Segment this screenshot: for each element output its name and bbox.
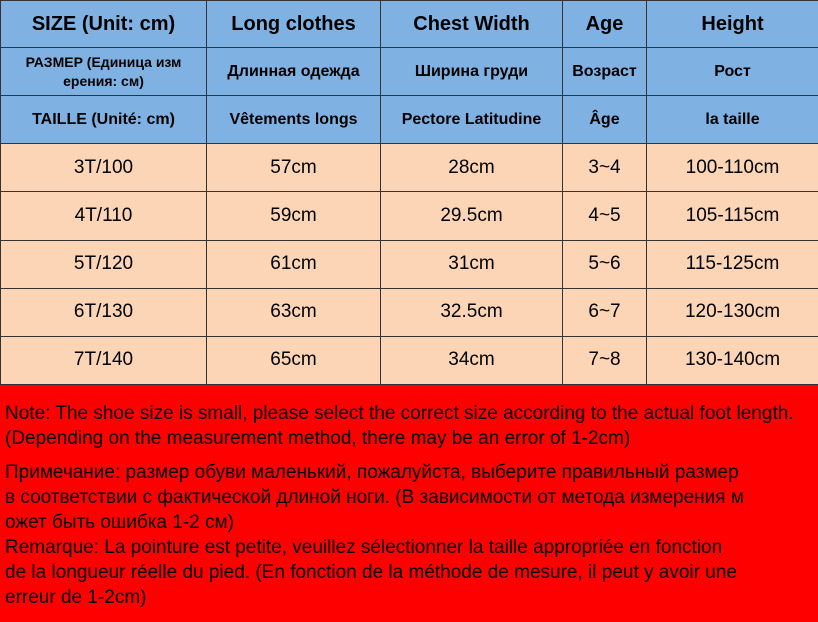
- table-row: [1, 240, 818, 288]
- header-long-clothes-ru: Длинная одежда: [207, 48, 381, 96]
- size-cell: 3T/100: [1, 144, 207, 192]
- size-cell: 5T/120: [1, 240, 207, 288]
- height-cell: 105-115cm: [647, 192, 818, 240]
- height-cell: 115-125cm: [647, 240, 818, 288]
- table-row: [1, 144, 818, 192]
- length-cell: 57cm: [207, 144, 381, 192]
- age-cell: 4~5: [563, 192, 647, 240]
- header-chest-width: Chest Width: [381, 1, 563, 48]
- header-height: Height: [647, 1, 818, 48]
- table-row: [1, 288, 818, 336]
- header-long-clothes: Long clothes: [207, 1, 381, 48]
- size-cell: 7T/140: [1, 336, 207, 384]
- note-russian: Примечание: размер обуви маленький, пожалуйста, выберите правильный размер в соответствии с фактической длиной ноги. (В зависимости от метода измерения м ожет быть ошибка 1-2 см): [5, 462, 744, 533]
- note-french: Remarque: La pointure est petite, veuillez sélectionner la taille appropriée en fonction de la longueur réelle du pied. (En fonction de la méthode de mesure, il peut y avoir une erreur de 1-2cm): [5, 537, 737, 608]
- size-cell: 4T/110: [1, 192, 207, 240]
- header-row-russian: [1, 48, 818, 96]
- header-long-clothes-fr: Vêtements longs: [207, 96, 381, 144]
- header-row-french: [1, 96, 818, 144]
- length-cell: 59cm: [207, 192, 381, 240]
- length-cell: 63cm: [207, 288, 381, 336]
- length-cell: 65cm: [207, 336, 381, 384]
- table-row: [1, 336, 818, 384]
- header-size-fr: TAILLE (Unité: cm): [1, 96, 207, 144]
- header-age: Age: [563, 1, 647, 48]
- note-box: [0, 385, 818, 622]
- length-cell: 61cm: [207, 240, 381, 288]
- height-cell: 130-140cm: [647, 336, 818, 384]
- chest-cell: 32.5cm: [381, 288, 563, 336]
- height-cell: 120-130cm: [647, 288, 818, 336]
- header-size-ru: РАЗМЕР (Единица изм ерения: см): [1, 48, 207, 96]
- age-cell: 5~6: [563, 240, 647, 288]
- chest-cell: 29.5cm: [381, 192, 563, 240]
- size-cell: 6T/130: [1, 288, 207, 336]
- note-english: Note: The shoe size is small, please select the correct size according to the actual foot length. (Depending on the measurement method, there may be an error of 1-2cm): [5, 403, 794, 449]
- table-row: [1, 192, 818, 240]
- age-cell: 7~8: [563, 336, 647, 384]
- header-height-ru: Рост: [647, 48, 818, 96]
- age-cell: 3~4: [563, 144, 647, 192]
- header-size: SIZE (Unit: cm): [1, 1, 207, 48]
- age-cell: 6~7: [563, 288, 647, 336]
- chest-cell: 31cm: [381, 240, 563, 288]
- header-age-ru: Возраст: [563, 48, 647, 96]
- height-cell: 100-110cm: [647, 144, 818, 192]
- chest-cell: 28cm: [381, 144, 563, 192]
- header-row-english: [1, 1, 818, 48]
- header-chest-width-ru: Ширина груди: [381, 48, 563, 96]
- header-height-fr: la taille: [647, 96, 818, 144]
- header-age-fr: Âge: [563, 96, 647, 144]
- chest-cell: 34cm: [381, 336, 563, 384]
- header-chest-width-fr: Pectore Latitudine: [381, 96, 563, 144]
